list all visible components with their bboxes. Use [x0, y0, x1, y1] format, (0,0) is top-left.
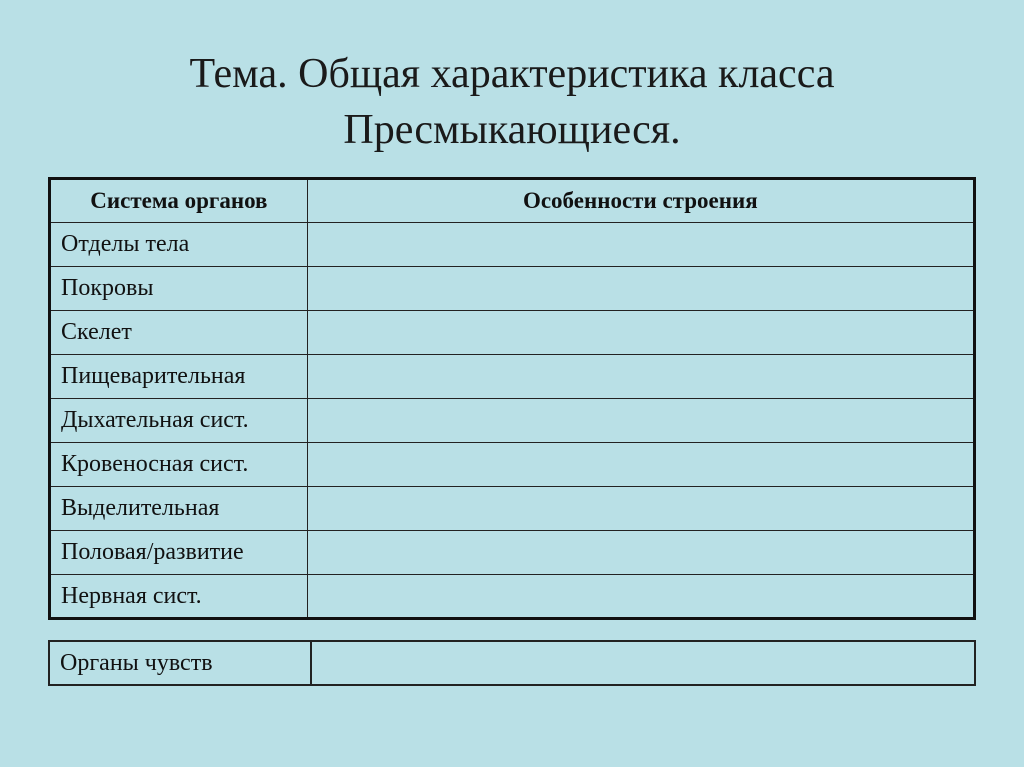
row-features-cell[interactable] — [307, 487, 974, 531]
table-row — [50, 355, 975, 399]
row-label: Пищеварительная — [50, 355, 308, 399]
table-row — [50, 399, 975, 443]
slide-title — [0, 46, 1024, 158]
table-row — [50, 575, 975, 619]
row-features-cell[interactable] — [307, 575, 974, 619]
row-features-cell[interactable] — [311, 641, 975, 685]
table-row — [50, 487, 975, 531]
row-label: Половая/развитие — [50, 531, 308, 575]
organ-systems-table — [48, 177, 976, 620]
row-features-cell[interactable] — [307, 399, 974, 443]
row-features-cell[interactable] — [307, 443, 974, 487]
row-label: Покровы — [50, 267, 308, 311]
table-row — [50, 267, 975, 311]
row-label: Выделительная — [50, 487, 308, 531]
sense-organs-table — [48, 640, 976, 686]
row-features-cell[interactable] — [307, 531, 974, 575]
table-row — [50, 531, 975, 575]
table-row — [50, 311, 975, 355]
row-features-cell[interactable] — [307, 223, 974, 267]
row-label: Нервная сист. — [50, 575, 308, 619]
row-features-cell[interactable] — [307, 267, 974, 311]
row-label: Дыхательная сист. — [50, 399, 308, 443]
slide-title-line-2: Пресмыкающиеся. — [343, 107, 681, 153]
table-row — [49, 641, 975, 685]
row-label: Кровеносная сист. — [50, 443, 308, 487]
row-features-cell[interactable] — [307, 311, 974, 355]
row-label: Органы чувств — [49, 641, 311, 685]
header-structure-features: Особенности строения — [307, 179, 974, 223]
header-organ-system: Система органов — [50, 179, 308, 223]
table-row — [50, 223, 975, 267]
row-label: Скелет — [50, 311, 308, 355]
table-header-row — [50, 179, 975, 223]
table-row — [50, 443, 975, 487]
row-label: Отделы тела — [50, 223, 308, 267]
slide-title-line-1: Тема. Общая характеристика класса — [189, 51, 835, 97]
row-features-cell[interactable] — [307, 355, 974, 399]
